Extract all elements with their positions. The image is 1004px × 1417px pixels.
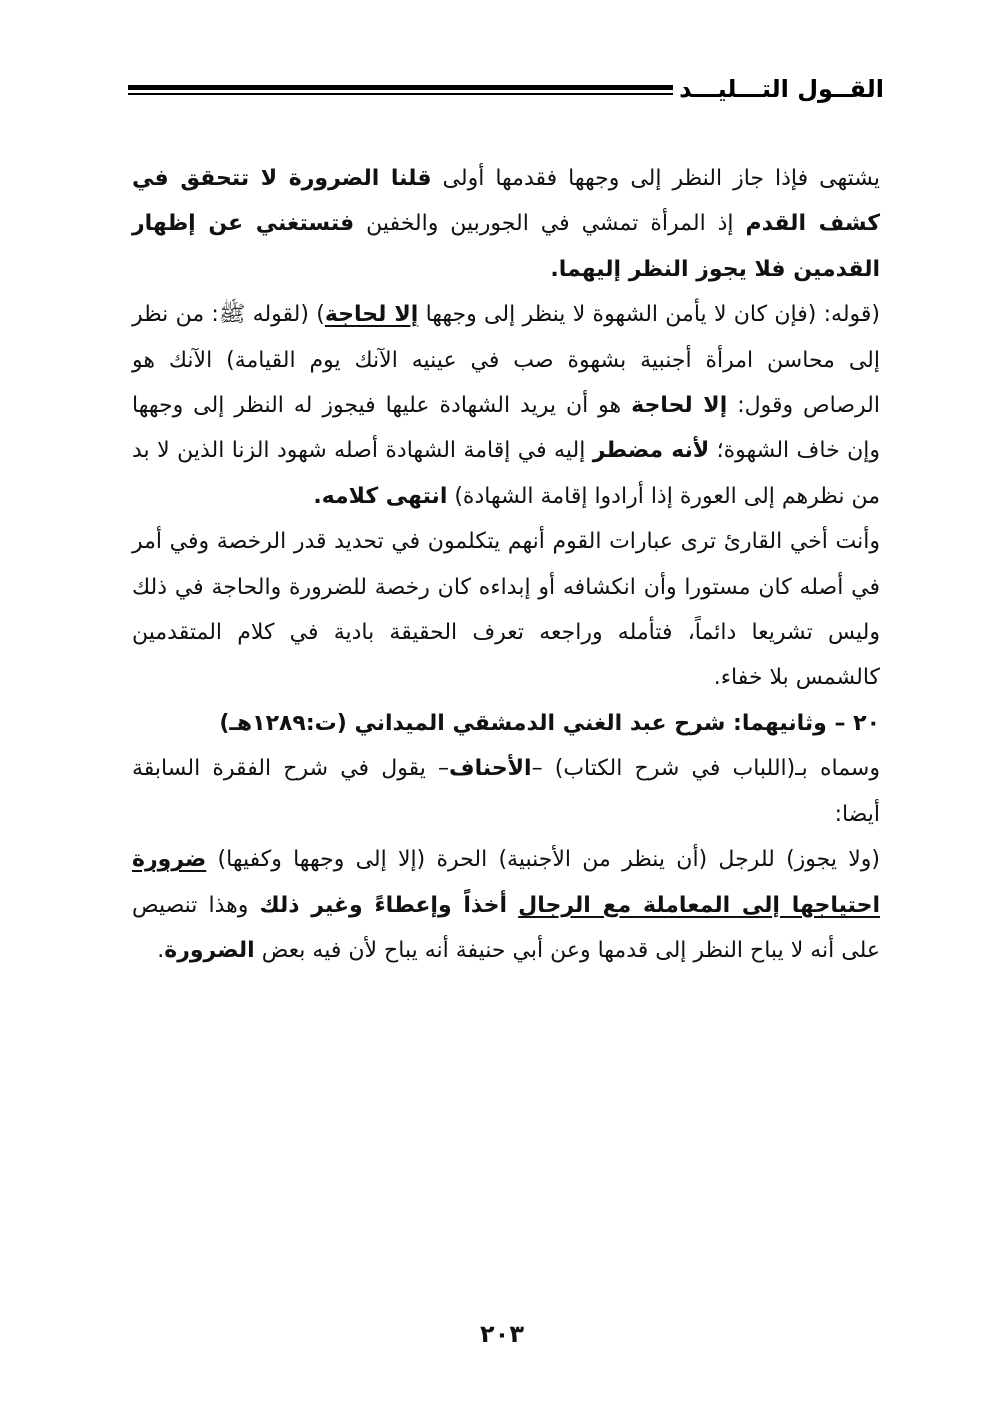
bold-text: ثانيهما: شرح عبد الغني الدمشقي الميداني <box>354 710 814 736</box>
text-run: (قوله: (فإن كان لا يأمن الشهوة لا ينظر إلى وجهها <box>418 302 880 328</box>
bold-text: انتهى كلامه. <box>313 483 448 509</box>
text-run: – و <box>813 710 854 736</box>
book-title: القــول التـــليـــد <box>679 75 884 103</box>
bold-underlined-text <box>325 302 418 327</box>
section-heading <box>132 701 880 746</box>
item-number: ٢٠ <box>853 710 880 736</box>
header-rule-thin <box>128 93 673 95</box>
text-run: وهذا تنصيص على أنه لا يباح النظر إلى قدمها وعن أبي حنيفة أنه يباح لأن فيه بعض <box>132 892 880 963</box>
paragraph-3 <box>132 519 880 701</box>
running-header <box>128 72 884 112</box>
bold-text: الضرورة <box>164 937 255 963</box>
text-run: (ت:١٢٨٩هـ) <box>219 710 355 736</box>
paragraph-6 <box>132 837 880 973</box>
text-run: . <box>157 937 165 963</box>
paragraph-5 <box>132 746 880 837</box>
bold-text: فتستغني عن إظهار القدمين فلا يجوز النظر إليهما. <box>132 211 880 282</box>
bold-text: أخذاً وإعطاءً وغير ذلك <box>259 892 508 918</box>
paragraph-1 <box>132 156 880 292</box>
bold-text: الأحناف <box>449 756 532 782</box>
paragraph-2 <box>132 292 880 519</box>
text-run: وأنت أخي القارئ ترى عبارات القوم أنهم يتكلمون في تحديد قدر الرخصة وفي أمر في أصله كان مستورا وأن انكشافه أو إبداءه كان رخصة للضرورة والحاجة في ذلك وليس تشريعا دائماً، فتأمله وراجعه تعرف الحقيقة بادية في كلام المتقدمين كالشمس بلا خفاء. <box>132 529 880 691</box>
text-run: ) (لقوله ﷺ: من نظر إلى محاسن امرأة أجنبية بشهوة صب في عينيه الآنك يوم القيامة) الآنك هو الرصاص وقول: <box>132 302 880 419</box>
underline: ضرورة احتياجها إلى المعاملة مع الرجال <box>132 847 880 918</box>
text-run <box>507 893 518 918</box>
text-run: إذ المرأة تمشي في الجوربين والخفين <box>354 211 746 237</box>
text-run: (ولا يجوز) للرجل (أن ينظر من الأجنبية) الحرة (إلا إلى وجهها وكفيها) <box>206 847 880 873</box>
bold-text: لأنه مضطر <box>592 438 710 464</box>
text-run: إليه في إقامة الشهادة أصله شهود الزنا الذين لا بد من نظرهم إلى العورة إذا أرادوا إقامة الشهادة) <box>132 438 880 509</box>
bold-text: قلنا الضرورة لا تتحقق في كشف القدم <box>132 166 880 237</box>
underline: إلا لحاجة <box>324 302 419 328</box>
text-run: وسماه بـ(اللباب في شرح الكتاب) – <box>531 756 880 782</box>
header-rule <box>128 85 673 95</box>
text-run: هو أن يريد الشهادة عليها فيجوز له النظر إلى وجهها وإن خاف الشهوة؛ <box>132 393 880 464</box>
page-body <box>132 156 880 973</box>
page-number: ٢٠٣ <box>480 1320 524 1348</box>
bold-text: إلا لحاجة <box>631 393 728 419</box>
header-rule-thick <box>128 85 673 90</box>
text-run: – يقول في شرح الفقرة السابقة أيضا: <box>132 756 880 827</box>
text-run: يشتهى فإذا جاز النظر إلى وجهها فقدمها أولى <box>431 166 881 191</box>
